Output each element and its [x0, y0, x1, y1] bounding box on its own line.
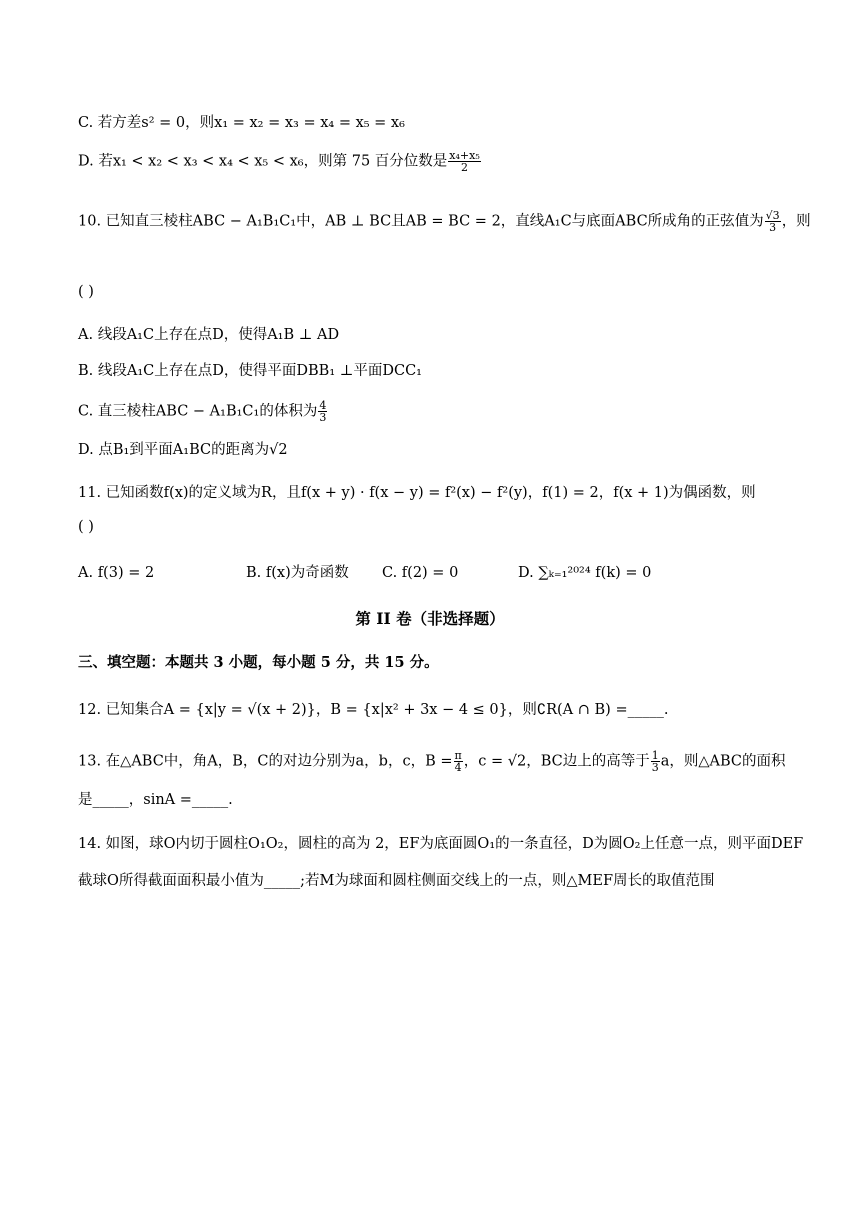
q10-stem — [78, 210, 811, 233]
q11-option-d: D. ∑ₖ₌₁²⁰²⁴ f(k) = 0 — [518, 565, 652, 581]
q13-one-third-fraction — [651, 750, 660, 773]
fraction-numerator: x₄+x₅ — [449, 149, 480, 162]
q9-option-d — [78, 150, 482, 173]
q9-option-c: C. 若方差s² = 0，则x₁ = x₂ = x₃ = x₄ = x₅ = x₆ — [78, 115, 405, 131]
q13-pi-over-4-fraction — [454, 750, 463, 773]
fraction-numerator: √3 — [765, 209, 780, 222]
q10-stem-part2: ，则 — [781, 213, 811, 230]
q10-option-b: B. 线段A₁C上存在点D，使得平面DBB₁ ⊥平面DCC₁ — [78, 363, 422, 379]
part2-heading: 第 II 卷（非选择题） — [355, 609, 505, 628]
q12-stem: 12. 已知集合A = {x|y = √(x + 2)}，B = {x|x² + 3x − 4 ≤ 0}，则∁R(A ∩ B) =_____. — [78, 702, 669, 718]
q10-answer-paren: ( ) — [78, 284, 94, 300]
q10-option-c-text: C. 直三棱柱ABC − A₁B₁C₁的体积为 — [78, 403, 318, 420]
q10-option-c — [78, 400, 328, 423]
fraction-denominator: 4 — [454, 761, 462, 774]
fraction-denominator: 3 — [319, 411, 327, 424]
fraction-denominator: 3 — [651, 761, 659, 774]
q11-option-b: B. f(x)为奇函数 — [246, 565, 349, 581]
q14-line1: 14. 如图，球O内切于圆柱O₁O₂，圆柱的高为 2，EF为底面圆O₁的一条直径，D为圆O₂上任意一点，则平面DEF — [78, 836, 804, 852]
q13-line1-part1: 13. 在△ABC中，角A，B，C的对边分别为a，b，c，B = — [78, 753, 453, 770]
fraction-numerator: 1 — [651, 749, 659, 762]
q11-stem: 11. 已知函数f(x)的定义域为R，且f(x + y) · f(x − y) = f²(x) − f²(y)，f(1) = 2，f(x + 1)为偶函数，则 — [78, 485, 756, 501]
q9-option-d-text: D. 若x₁ < x₂ < x₃ < x₄ < x₅ < x₆，则第 75 百分位数是 — [78, 153, 448, 170]
q11-answer-paren: ( ) — [78, 519, 94, 535]
q13-line1-part3: a，则△ABC的面积 — [660, 753, 786, 770]
q10-stem-part1: 10. 已知直三棱柱ABC − A₁B₁C₁中，AB ⊥ BC且AB = BC = 2，直线A₁C与底面ABC所成角的正弦值为 — [78, 213, 764, 230]
q10-option-d: D. 点B₁到平面A₁BC的距离为√2 — [78, 442, 288, 458]
q9-option-d-fraction — [448, 150, 480, 173]
q10-option-c-fraction — [318, 400, 327, 423]
section3-heading: 三、填空题：本题共 3 小题，每小题 5 分，共 15 分。 — [78, 654, 439, 671]
q11-option-a: A. f(3) = 2 — [78, 565, 155, 581]
q10-stem-fraction — [765, 210, 781, 233]
q10-option-a: A. 线段A₁C上存在点D，使得A₁B ⊥ AD — [78, 327, 340, 343]
q14-line2: 截球O所得截面面积最小值为_____;若M为球面和圆柱侧面交线上的一点，则△MEF周长的取值范围 — [78, 873, 715, 889]
q13-line1-part2: ，c = √2，BC边上的高等于 — [463, 753, 650, 770]
fraction-denominator: 3 — [769, 221, 777, 234]
q11-option-c: C. f(2) = 0 — [382, 565, 459, 581]
fraction-numerator: π — [454, 749, 462, 762]
fraction-numerator: 4 — [319, 399, 327, 412]
q13-line2: 是_____，sinA =_____. — [78, 792, 233, 808]
fraction-denominator: 2 — [461, 161, 468, 174]
q13-line1 — [78, 750, 786, 773]
